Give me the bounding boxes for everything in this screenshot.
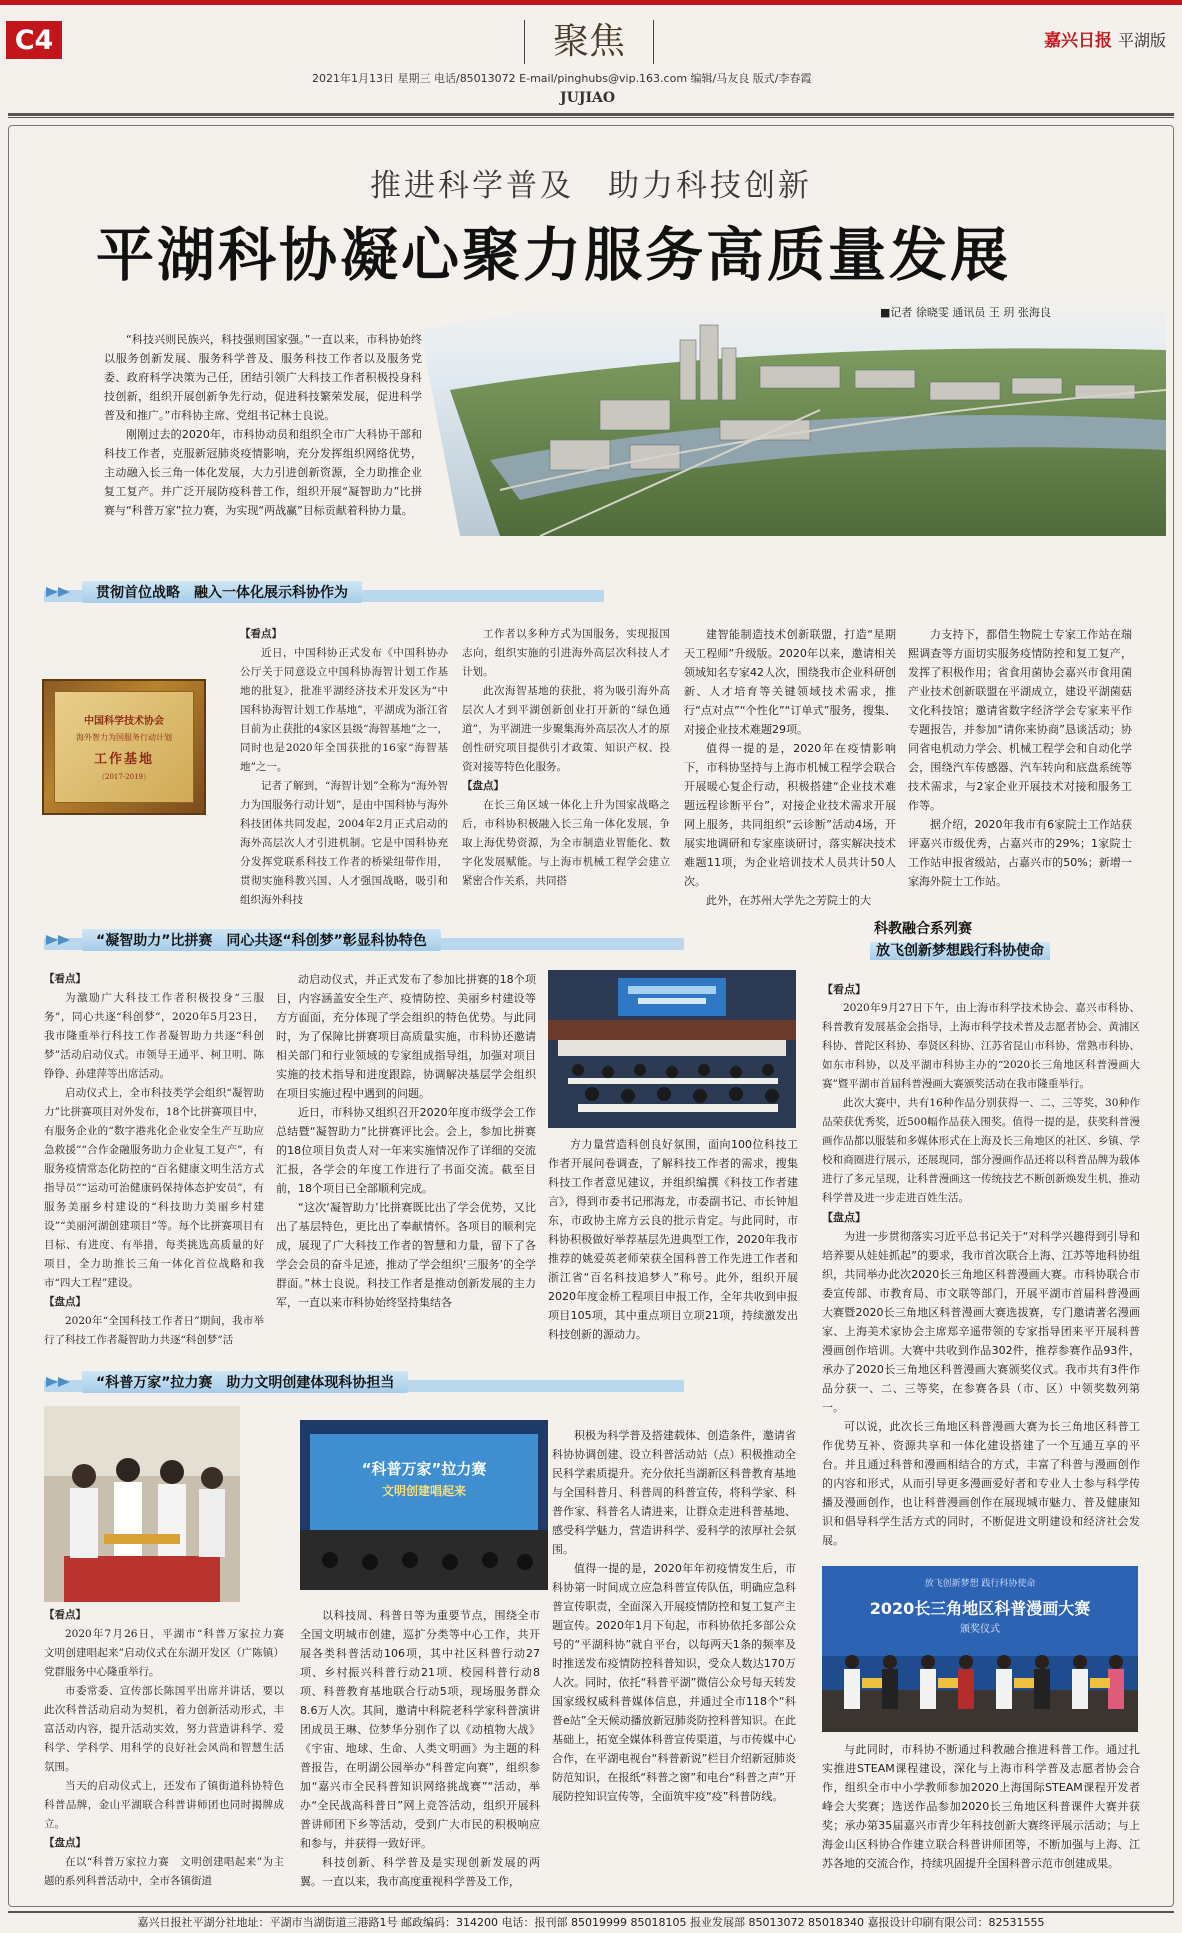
side-heading-line2: 放飞创新梦想践行科协使命	[870, 942, 1050, 960]
paragraph: 在以“科普万家拉力赛 文明创建唱起来”为主题的系列科普活动中，全市各镇街道	[44, 1856, 284, 1887]
intro-paragraph: 刚刚过去的2020年，市科协动员和组织全市广大科协干部和科技工作者，克服新冠肺炎疫情影响，充分发挥组织网络优势，主动融入长三角一体化发展，大力引进创新资源，全力助推企业复工复产。并广泛开展防疫科普工作，组织开展“凝智助力”比拼赛与“科普万家”拉力赛，为实现“两战赢”目标贡献着科协力量。	[104, 428, 422, 517]
award-title-text: 2020长三角地区科普漫画大赛	[869, 1599, 1091, 1618]
side-heading-line1: 科教融合系列赛	[874, 921, 972, 937]
byline: ■记者 徐晓雯 通讯员 王 玥 张海良	[880, 306, 1051, 319]
label: 【看点】	[822, 983, 866, 996]
label: 【盘点】	[44, 1837, 86, 1849]
paragraph: 2020年7月26日，平湖市“科普万家拉力赛 文明创建唱起来”启动仪式在东湖开发区（广陈镇）党群服务中心隆重举行。	[44, 1628, 295, 1678]
top-red-bar	[0, 0, 1182, 5]
review-meeting-photo	[548, 970, 796, 1128]
paragraph: 以科技周、科普日等为重要节点，围绕全市全国文明城市创建，巡扩分类等中心工作，共开展各类科普活动106项，其中社区科普行动27项、乡村振兴科普行动21项、校园科普行动8项、科普教育基地联合行动5项，现场服务群众8.6万人次。其间，邀请中科院老科学家科普演讲团成员王琳、位梦华分别作了以《动植物大战》《宇宙、地球、生命、人类文明画》为主题的科普报告，在明湖公园举办“科普定向赛”，组织参加“嘉兴市全民科普知识网络挑战赛”“活动，举办“全民战高科普日”网上竞答活动，组织开展科普讲师团下乡等活动，受到广大市民的积极响应和参与，并获得一致好评。	[300, 1609, 540, 1850]
section-heading-1	[44, 580, 604, 604]
arrow-deco-icon	[44, 1371, 82, 1393]
column-pinyin: JUJIAO	[560, 90, 616, 106]
issue-meta: 2021年1月13日 星期三 电话/85013072 E-mail/pinghubs@vip.163.com 编辑/马友良 版式/李春霞	[312, 72, 812, 85]
label: 【盘点】	[462, 780, 504, 792]
sec1-col4	[908, 625, 1132, 945]
paragraph: 值得一提的是，2020年在疫情影响下，市科协坚持与上海市机械工程学会联合开展暖心复企行动，积极搭建“企业技术难题远程诊断平台”，对接企业技术需求开展网上服务，共同组织“云诊断”活动4场，开展实地调研和专家座谈研讨，落实解决技术难题11项，为企业培训技术人员共计50人次。	[684, 742, 896, 888]
paragraph: 工作者以多种方式为国服务，实现报国志向，组织实施的引进海外高层次科技人才计划。	[462, 628, 670, 678]
intro-text	[104, 330, 422, 550]
ceremony-illustration	[44, 1406, 240, 1602]
sec3-col3	[552, 1426, 796, 1902]
paragraph: 科技创新、科学普及是实现创新发展的两翼。一直以来，我市高度重视科学普及工作，	[300, 1856, 540, 1888]
footer-address: 嘉兴日报社平湖分社地址：平湖市当湖街道三港路1号 邮政编码：314200 电话：报刊部 85019999 85018105 报业发展部 85013072 85018340 嘉报设计印刷有限公司：82531555	[8, 1911, 1174, 1933]
side-heading	[820, 918, 1150, 960]
paragraph: 2020年“全国科技工作者日”期间，我市举行了科技工作者凝智助力共逐“科创梦”活	[44, 1315, 264, 1346]
paragraph: 2020年9月27日下午，由上海市科学技术协会、嘉兴市科协、科普教育发展基金会指导，上海市科学技术普及志愿者协会、黄浦区科协、普陀区科协、奉贤区科协、江苏省昆山市科协、常熟市科协、如东市科协，以及平湖市科协主办的“2020长三角地区科普漫画大赛”暨平湖市首届科普漫画大赛颁奖活动在我市隆重举行。	[822, 1002, 1140, 1090]
haizhi-plaque-photo	[42, 679, 206, 815]
launch-stage-photo	[300, 1420, 548, 1590]
sec2-col3	[548, 1135, 798, 1342]
paragraph: 可以说，此次长三角地区科普漫画大赛为长三角地区科普工作优势互补、资源共享和一体化建设搭建了一个互通互享的平台。并且通过科普和漫画相结合的方式，丰富了科普与漫画创作的内容和形式，从而引导更多漫画爱好者和专业人士参与科学传播及漫画创作，也让科普漫画创作在展现城市魅力、普及健康知识和倡导科学生活方式的同时，不断促进文明建设和经济社会发展。	[822, 1420, 1140, 1547]
rule	[8, 113, 1174, 116]
paragraph: 当天的启动仪式上，还发布了镇街道科协特色科普品牌，金山平湖联合科普讲师团也同时揭牌成立。	[44, 1780, 284, 1830]
paragraph: 与此同时，市科协不断通过科教融合推进科普工作。通过扎实推进STEAM课程建设，深化与上海市科学普及志愿者协会合作，组织全市中小学教师参加2020上海国际STEAM课程开发者峰会大奖赛；选送作品参加2020长三角地区科普课件大赛并获奖；承办第35届嘉兴市青少年科技创新大赛终评展示活动；与上海金山区科协合作建立联合科普讲师团等，不断加强与上海、江苏各地的交流合作，持续巩固提升全国科普示范市创建成果。	[822, 1743, 1140, 1870]
brand-name: 嘉兴日报	[1044, 31, 1113, 51]
section-title: 贯彻首位战略 融入一体化展示科协作为	[82, 581, 362, 603]
award-banner-text: 放飞创新梦想 践行科协使命	[924, 1579, 1036, 1589]
paragraph: 此外，在苏州大学先之芳院士的大	[706, 894, 871, 907]
sec1-col2	[462, 625, 670, 945]
brand-edition: 平湖版	[1117, 31, 1166, 50]
side-column-text-2	[822, 1740, 1140, 1904]
article-headline: 平湖科协凝心聚力服务高质量发展	[96, 221, 1012, 289]
article-subtitle: 推进科学普及 助力科技创新	[370, 168, 812, 204]
plaque-org: 中国科学技术协会	[84, 716, 164, 727]
sec3-col2	[300, 1606, 540, 1902]
section-title: “科普万家”拉力赛 助力文明创建体现科协担当	[82, 1371, 408, 1393]
arrow-deco-icon	[44, 929, 82, 951]
paragraph: 近日，中国科协正式发布《中国科协办公厅关于同意设立中国科协海智计划工作基地的批复》，批准平湖经济技术开发区为“中国科协海智计划工作基地”，平湖成为浙江省目前为止获批的4家区县级“海智基地”之一，同时也是2020年全国获批的16家“海智基地”之一。	[240, 647, 448, 773]
label: 【盘点】	[44, 1296, 86, 1308]
section-title: “凝智助力”比拼赛 同心共逐“科创梦”彰显科协特色	[82, 929, 441, 951]
award-subtitle-text: 颁奖仪式	[960, 1624, 1000, 1635]
plaque-year: （2017-2019）	[98, 773, 150, 781]
paragraph: 记者了解到，“海智计划”全称为“海外智力为国服务行动计划”，是由中国科协与海外科技团体共同发起，2004年2月正式启动的海外高层次人才引进机制。它是中国科协充分发挥党联系科技工作者的桥梁纽带作用，贯彻实施科教兴国、人才强国战略，吸引和组织海外科技	[240, 780, 448, 906]
paragraph: 近日，市科协又组织召开2020年度市级学会工作总结暨“凝智助力”比拼赛评比会。会上，参加比拼赛的18位项目负责人对一年来实施情况作了详细的交流汇报，各学会的年度工作进行了书面交流。截至目前，18个项目已全部顺利完成。	[276, 1106, 536, 1195]
paragraph: 为激励广大科技工作者积极投身“三服务”，同心共逐“科创梦”，2020年5月23日，我市隆重举行科技工作者凝智助力共逐“科创梦”活动启动仪式。市领导王通平、柯卫明、陈铮铮、孙建萍等出席活动。	[44, 992, 264, 1080]
section-heading-2	[44, 928, 684, 952]
launch-ceremony-photo	[44, 1406, 240, 1602]
plaque-title: 工作基地	[93, 752, 154, 767]
award-ceremony-photo	[822, 1566, 1138, 1732]
column-name: 聚焦	[524, 20, 654, 64]
paragraph: 建智能制造技术创新联盟，打造“星期天工程师”升级版。2020年以来，邀请相关领域知名专家42人次，围绕我市企业科研创新、人才培育等关键领域技术需求，推行“点对点”“个性化”“订单式”服务，搜集、对接企业技术难题29项。	[684, 628, 896, 736]
label: 【盘点】	[822, 1211, 866, 1224]
paragraph: “这次‘凝智助力’比拼赛既比出了学会优势，又比出了基层特色，更比出了奉献情怀。各项目的顺利完成，展现了广大科技工作者的智慧和力量，留下了各学会会员的奋斗足迹，推动了学会组织‘三服务’的全学群面。”林士良说。科技工作者是推动创新发展的主力军，一直以来市科协始终坚持集结各	[276, 1201, 536, 1309]
paragraph: 此次大赛中，共有16种作品分别获得一、二、三等奖，30种作品荣获优秀奖，近500幅作品获入围奖。值得一提的是，获奖科普漫画作品都以服装和多媒体形式在上海及长三角地区的社区、乡镇、学校和商圈进行展示，还展现同，部分漫画作品还将以科普品牌为载体进行了多元呈现，让科普漫画这一传统技艺不断创新焕发生机，推动科学普及进一步走进百姓生活。	[822, 1097, 1140, 1204]
paragraph: 方力量营造科创良好氛围，面向100位科技工作者开展问卷调查，了解科技工作者的需求，搜集科技工作者意见建议，并组织编撰《科技工作者建言》，得到市委书记邢海龙，市委副书记、市长钟旭东，市政协主席方云良的批示肯定。与此同时，市科协积极做好举荐基层先进典型工作，2020年我市推荐的姚爱英老师荣获全国科普工作先进工作者和浙江省“百名科技追梦人”称号。此外，组织开展2020年度金桥工程项目申报工作，全年共收到申报项目105项，其中重点项目立项21项，持续激发出科技创新的源动力。	[548, 1138, 798, 1341]
paragraph: 市委常委、宣传部长陈国平出席并讲话，要以此次科普活动启动为契机，着力创新活动形式，丰富活动内容，提升活动实效，努力营造讲科学、爱科学、学科学、用科学的良好社会风尚和智慧生活氛围。	[44, 1685, 284, 1773]
stage-screen-subtitle: 文明创建唱起来	[381, 1484, 466, 1498]
side-column-text	[822, 980, 1140, 1558]
paragraph: 动启动仪式，并正式发布了参加比拼赛的18个项目，内容涵盖安全生产、疫情防控、美丽乡村建设等方方面面，充分体现了学会组织的特色优势。与此同时，为了保障比拼赛项目高质量实施，市科协还邀请相关部门和行业领域的专家组成指导组，加强对项目实施的技术指导和进度跟踪，协调解决基层学会组织在项目实施过程中遇到的问题。	[276, 973, 536, 1100]
sec2-col2	[276, 970, 536, 1342]
meeting-hall-illustration	[548, 970, 796, 1128]
sec3-col1	[44, 1606, 295, 1902]
award-stage-illustration	[822, 1566, 1138, 1732]
arrow-deco-icon	[44, 581, 82, 603]
sec2-col1	[44, 970, 264, 1346]
label: 【看点】	[44, 973, 86, 985]
stage-illustration	[300, 1420, 548, 1590]
label: 【看点】	[44, 1609, 86, 1621]
rule	[8, 117, 1174, 118]
paragraph: 据介绍，2020年我市有6家院士工作站获评嘉兴市级优秀，占嘉兴市的29%；1家院士工作站申报省级站，占嘉兴市的50%；新增一家海外院士工作站。	[908, 818, 1132, 888]
paragraph: 此次海智基地的获批，将为吸引海外高层次人才到平湖创新创业打开新的“绿色通道”，为平湖进一步聚集海外高层次人才的原创性研究项目提供引才政策、知识产权、投资对接等特色化服务。	[462, 685, 670, 773]
stage-screen-title: “科普万家”拉力赛	[361, 1460, 487, 1478]
paragraph: 为进一步贯彻落实习近平总书记关于“对科学兴趣得到引导和培养要从娃娃抓起”的要求，我市首次联合上海、江苏等地科协组织，共同举办此次2020长三角地区科普漫画大赛。市科协联合市委宣传部、市教育局、市文联等部门，开展平湖市首届科普漫画大赛暨2020长三角地区科普漫画大赛选拔赛，专门邀请著名漫画家、上海美术家协会主席郑辛遥带领的专家指导团来平开展科普漫画创作培训。大赛中共收到作品302件，推荐参赛作品93件，承办了2020长三角地区科普漫画大赛颁奖仪式。我市共有3件作品分获一、二、三等奖，在参赛各县（市、区）中领奖数列第一。	[822, 1230, 1140, 1414]
section-heading-3	[44, 1370, 684, 1394]
intro-paragraph: “科技兴则民族兴，科技强则国家强。”一直以来，市科协始终以服务创新发展、服务科学普及、服务科技工作者以及服务党委、政府科学决策为己任，团结引领广大科技工作者积极投身科技创新，组织开展创新争先行动，促进科技繁荣发展，促进科学普及和推广。”市科协主席、党组书记林士良说。	[104, 333, 422, 422]
paragraph: 在长三角区域一体化上升为国家战略之后，市科协积极融入长三角一体化发展，争取上海优势资源，为全市制造业智能化、数字化发展赋能。与上海市机械工程学会建立紧密合作关系，共同搭	[462, 799, 670, 887]
page-number: C4	[6, 21, 62, 59]
paragraph: 值得一提的是，2020年年初疫情发生后，市科协第一时间成立应急科普宣传队伍，明确应急科普宣传职责，全面深入开展疫情防控和复工复产主题宣传。2020年1月下旬起，市科协依托多部公众号的“平湖科协”就自平台，以每两天1条的频率及时推送发布疫情防控科普知识，受众人数达170万人次。同时，依托“科普平湖”微信公众号每天转发国家级权威科普媒体信息，并通过全市118个“科普e站”全天候动播放新冠肺炎防控科普知识。在此基础上，拓宽全媒体科普宣传渠道，与市传媒中心合作，在平湖电视台“科普新说”栏目介绍新冠肺炎防范知识，在报纸“科普之窗”和电台“科普之声”开展防控知识宣传等，全面筑牢疫“疫”科普防线。	[552, 1562, 796, 1803]
plaque-name: 海外智力为国服务行动计划	[76, 733, 172, 742]
paragraph: 积极为科学普及搭建载体、创造条件，邀请省科协协调创建、设立科普活动站（点）积极推动全民科学素质提升。充分依托当湖新区科普教育基地与全国科普月、科普周的科普宣传，将科学家、科普作家、科普名人请进来，让群众走进科普基地、感受科学魅力，营造讲科学、爱科学的浓厚社会氛围。	[552, 1429, 796, 1556]
paragraph: 力支持下，都借生物院士专家工作站在瑞熙调查等方面切实服务疫情防控和复工复产，发挥了积极作用；省食用菌协会嘉兴市食用菌产业技术创新联盟在平湖成立，建设平湖菌菇文化科技馆；邀请省数字经济学会专家来平作专题报告，并参加“请你来协商”恳谈活动；协同省电机动力学会、机械工程学会和自动化学会，围绕汽车传感器、汽车转向和底盘系统等技术需求，与2家企业开展技术对接和服务工作等。	[908, 628, 1132, 812]
label: 【看点】	[240, 628, 282, 640]
paragraph: 启动仪式上，全市科技类学会组织“凝智助力”比拼赛项目对外发布，18个比拼赛项目中，有服务企业的“数字港兆化企业安全生产互助应急救援”“合作金融服务助力企业复工复产”，有服务疫情常态化防控的“百名健康文明生活方式指导员”“运动可治健康码保持体态护安员”，有服务美丽乡村建设的“科技助力美丽乡村建设”“美丽河湖创建项目”等。每个比拼赛项目有目标、有进度、有举措，每类挑选高质量的好项目，全力助推长三角一体化首位战略和我市“四大工程”建设。	[44, 1087, 264, 1289]
sec1-col3	[684, 625, 896, 945]
newspaper-brand	[1044, 26, 1166, 51]
sec1-col1	[240, 625, 448, 945]
